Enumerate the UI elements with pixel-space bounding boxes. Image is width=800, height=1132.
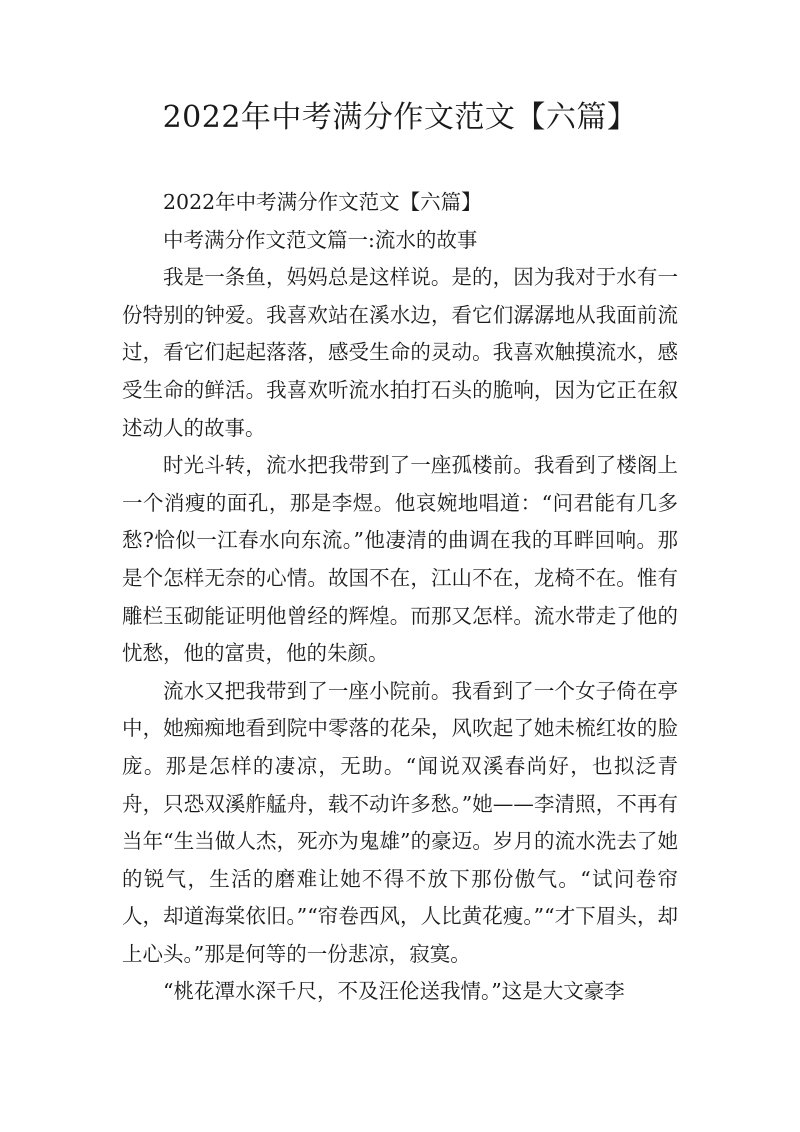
body-paragraph: 时光斗转，流水把我带到了一座孤楼前。我看到了楼阁上一个消瘦的面孔，那是李煜。他哀婉地唱道：“问君能有几多愁?恰似一江春水向东流。”他凄清的曲调在我的耳畔回响。那是个怎样无奈的心情。故国不在，江山不在，龙椅不在。惟有雕栏玉砌能证明他曾经的辉煌。而那又怎样。流水带走了他的忧愁，他的富贵，他的朱颜。 (122, 453, 678, 666)
document-subtitle: 2022年中考满分作文范文【六篇】 (163, 190, 482, 214)
body-paragraph: 我是一条鱼，妈妈总是这样说。是的，因为我对于水有一份特别的钟爱。我喜欢站在溪水边，看它们潺潺地从我面前流过，看它们起起落落，感受生命的灵动。我喜欢触摸流水，感受生命的鲜活。我喜欢听流水拍打石头的脆响，因为它正在叙述动人的故事。 (122, 265, 678, 440)
body-paragraph: “桃花潭水深千尺，不及汪伦送我情。”这是大文豪李 (163, 979, 625, 1004)
chapter-heading: 中考满分作文范文篇一:流水的故事 (163, 227, 478, 252)
body-paragraph: 流水又把我带到了一座小院前。我看到了一个女子倚在亭中，她痴痴地看到院中零落的花朵，风吹起了她未梳红妆的脸庞。那是怎样的凄凉，无助。“闻说双溪春尚好，也拟泛青舟，只恐双溪舴艋舟，载不动许多愁。”她——李清照，不再有当年“生当做人杰，死亦为鬼雄”的豪迈。岁月的流水洗去了她的锐气，生活的磨难让她不得不放下那份傲气。“试问卷帘人，却道海棠依旧。”“帘卷西风，人比黄花瘦。”“才下眉头，却上心头。”那是何等的一份悲凉，寂寞。 (122, 678, 678, 966)
document-body (122, 184, 678, 1011)
document-title: 2022年中考满分作文范文【六篇】 (162, 100, 638, 135)
